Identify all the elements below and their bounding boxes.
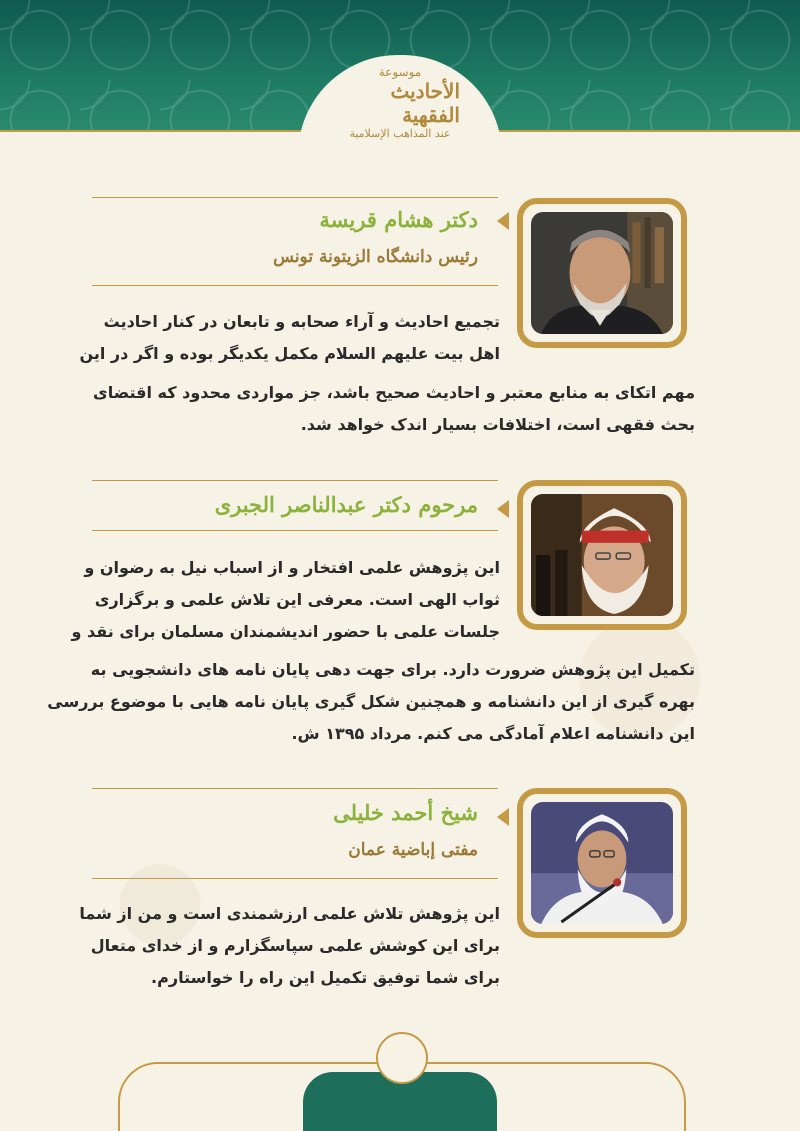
- arrow-marker: [497, 808, 509, 826]
- rule-top: [92, 197, 498, 198]
- portrait-frame: [517, 198, 687, 348]
- person-role: مفتی إباضیة عمان: [348, 840, 478, 860]
- person-name: دکتر هشام قریسة: [319, 207, 478, 232]
- rule-bottom: [92, 530, 498, 531]
- person-name: شیخ أحمد خلیلی: [333, 800, 478, 825]
- quote-line: برای این کوشش علمی سپاسگزارم و از خدای متعال: [90, 936, 500, 955]
- quote-line: این پژوهش علمی افتخار و از اسباب نیل به رضوان و: [84, 558, 500, 577]
- quote-line: بهره گیری از این دانشنامه و همچنین شکل گیری پایان نامه هایی با موضوع بررسی: [47, 692, 695, 711]
- logo-top-text: موسوعة: [378, 65, 422, 79]
- footer-circle-ornament: [376, 1032, 428, 1084]
- quote-line: تجمیع احادیث و آراء صحابه و تابعان در کنار احادیث: [103, 312, 500, 331]
- portrait-hisham-qrisa: [531, 212, 673, 334]
- arrow-marker: [497, 212, 509, 230]
- quote-short-lines: [79, 306, 500, 370]
- person-role: رئیس دانشگاه الزیتونة تونس: [273, 247, 478, 267]
- quote-full-lines: [90, 377, 695, 441]
- quote-line: بحث فقهی است، اختلافات بسیار اندک خواهد شد.: [300, 415, 695, 434]
- quote-line: اهل بیت علیهم السلام مکمل یکدیگر بوده و اگر در این: [79, 344, 500, 363]
- quote-line: برای شما توفیق تکمیل این راه را خواستارم.: [151, 968, 500, 987]
- quote-short-lines: [71, 552, 500, 648]
- quote-line: این دانشنامه اعلام آمادگی می کنم. مرداد ۱۳۹۵ ش.: [291, 724, 695, 743]
- logo-bottom-text: عند المذاهب الإسلامية: [349, 127, 451, 140]
- quote-line: تکمیل این پژوهش ضرورت دارد. برای جهت دهی پایان نامه های دانشجویی به: [90, 660, 695, 679]
- arrow-marker: [497, 500, 509, 518]
- quote-line: ثواب الهی است. معرفی این تلاش علمی و برگزاری: [94, 590, 500, 609]
- rule-top: [92, 788, 498, 789]
- quote-line: این پژوهش تلاش علمی ارزشمندی است و من از شما: [79, 904, 500, 923]
- logo-main-text: الأحاديث الفقهية: [390, 79, 460, 127]
- portrait-frame: [517, 788, 687, 938]
- rule-bottom: [92, 878, 498, 879]
- quote-line: مهم اتکای به منابع معتبر و احادیث صحیح باشد، جز مواردی محدود که اقتضای: [93, 383, 695, 402]
- portrait-ahmed-khalili: [531, 802, 673, 924]
- quote-full-lines: [47, 654, 695, 750]
- portrait-frame: [517, 480, 687, 630]
- person-name: مرحوم دکتر عبدالناصر الجبری: [214, 492, 478, 517]
- rule-bottom: [92, 285, 498, 286]
- quote-short-lines: [79, 898, 500, 994]
- quote-line: جلسات علمی با حضور اندیشمندان مسلمان برای نقد و: [71, 622, 500, 641]
- portrait-abdelnaser-jabri: [531, 494, 673, 616]
- rule-top: [92, 480, 498, 481]
- encyclopedia-logo: [340, 60, 460, 145]
